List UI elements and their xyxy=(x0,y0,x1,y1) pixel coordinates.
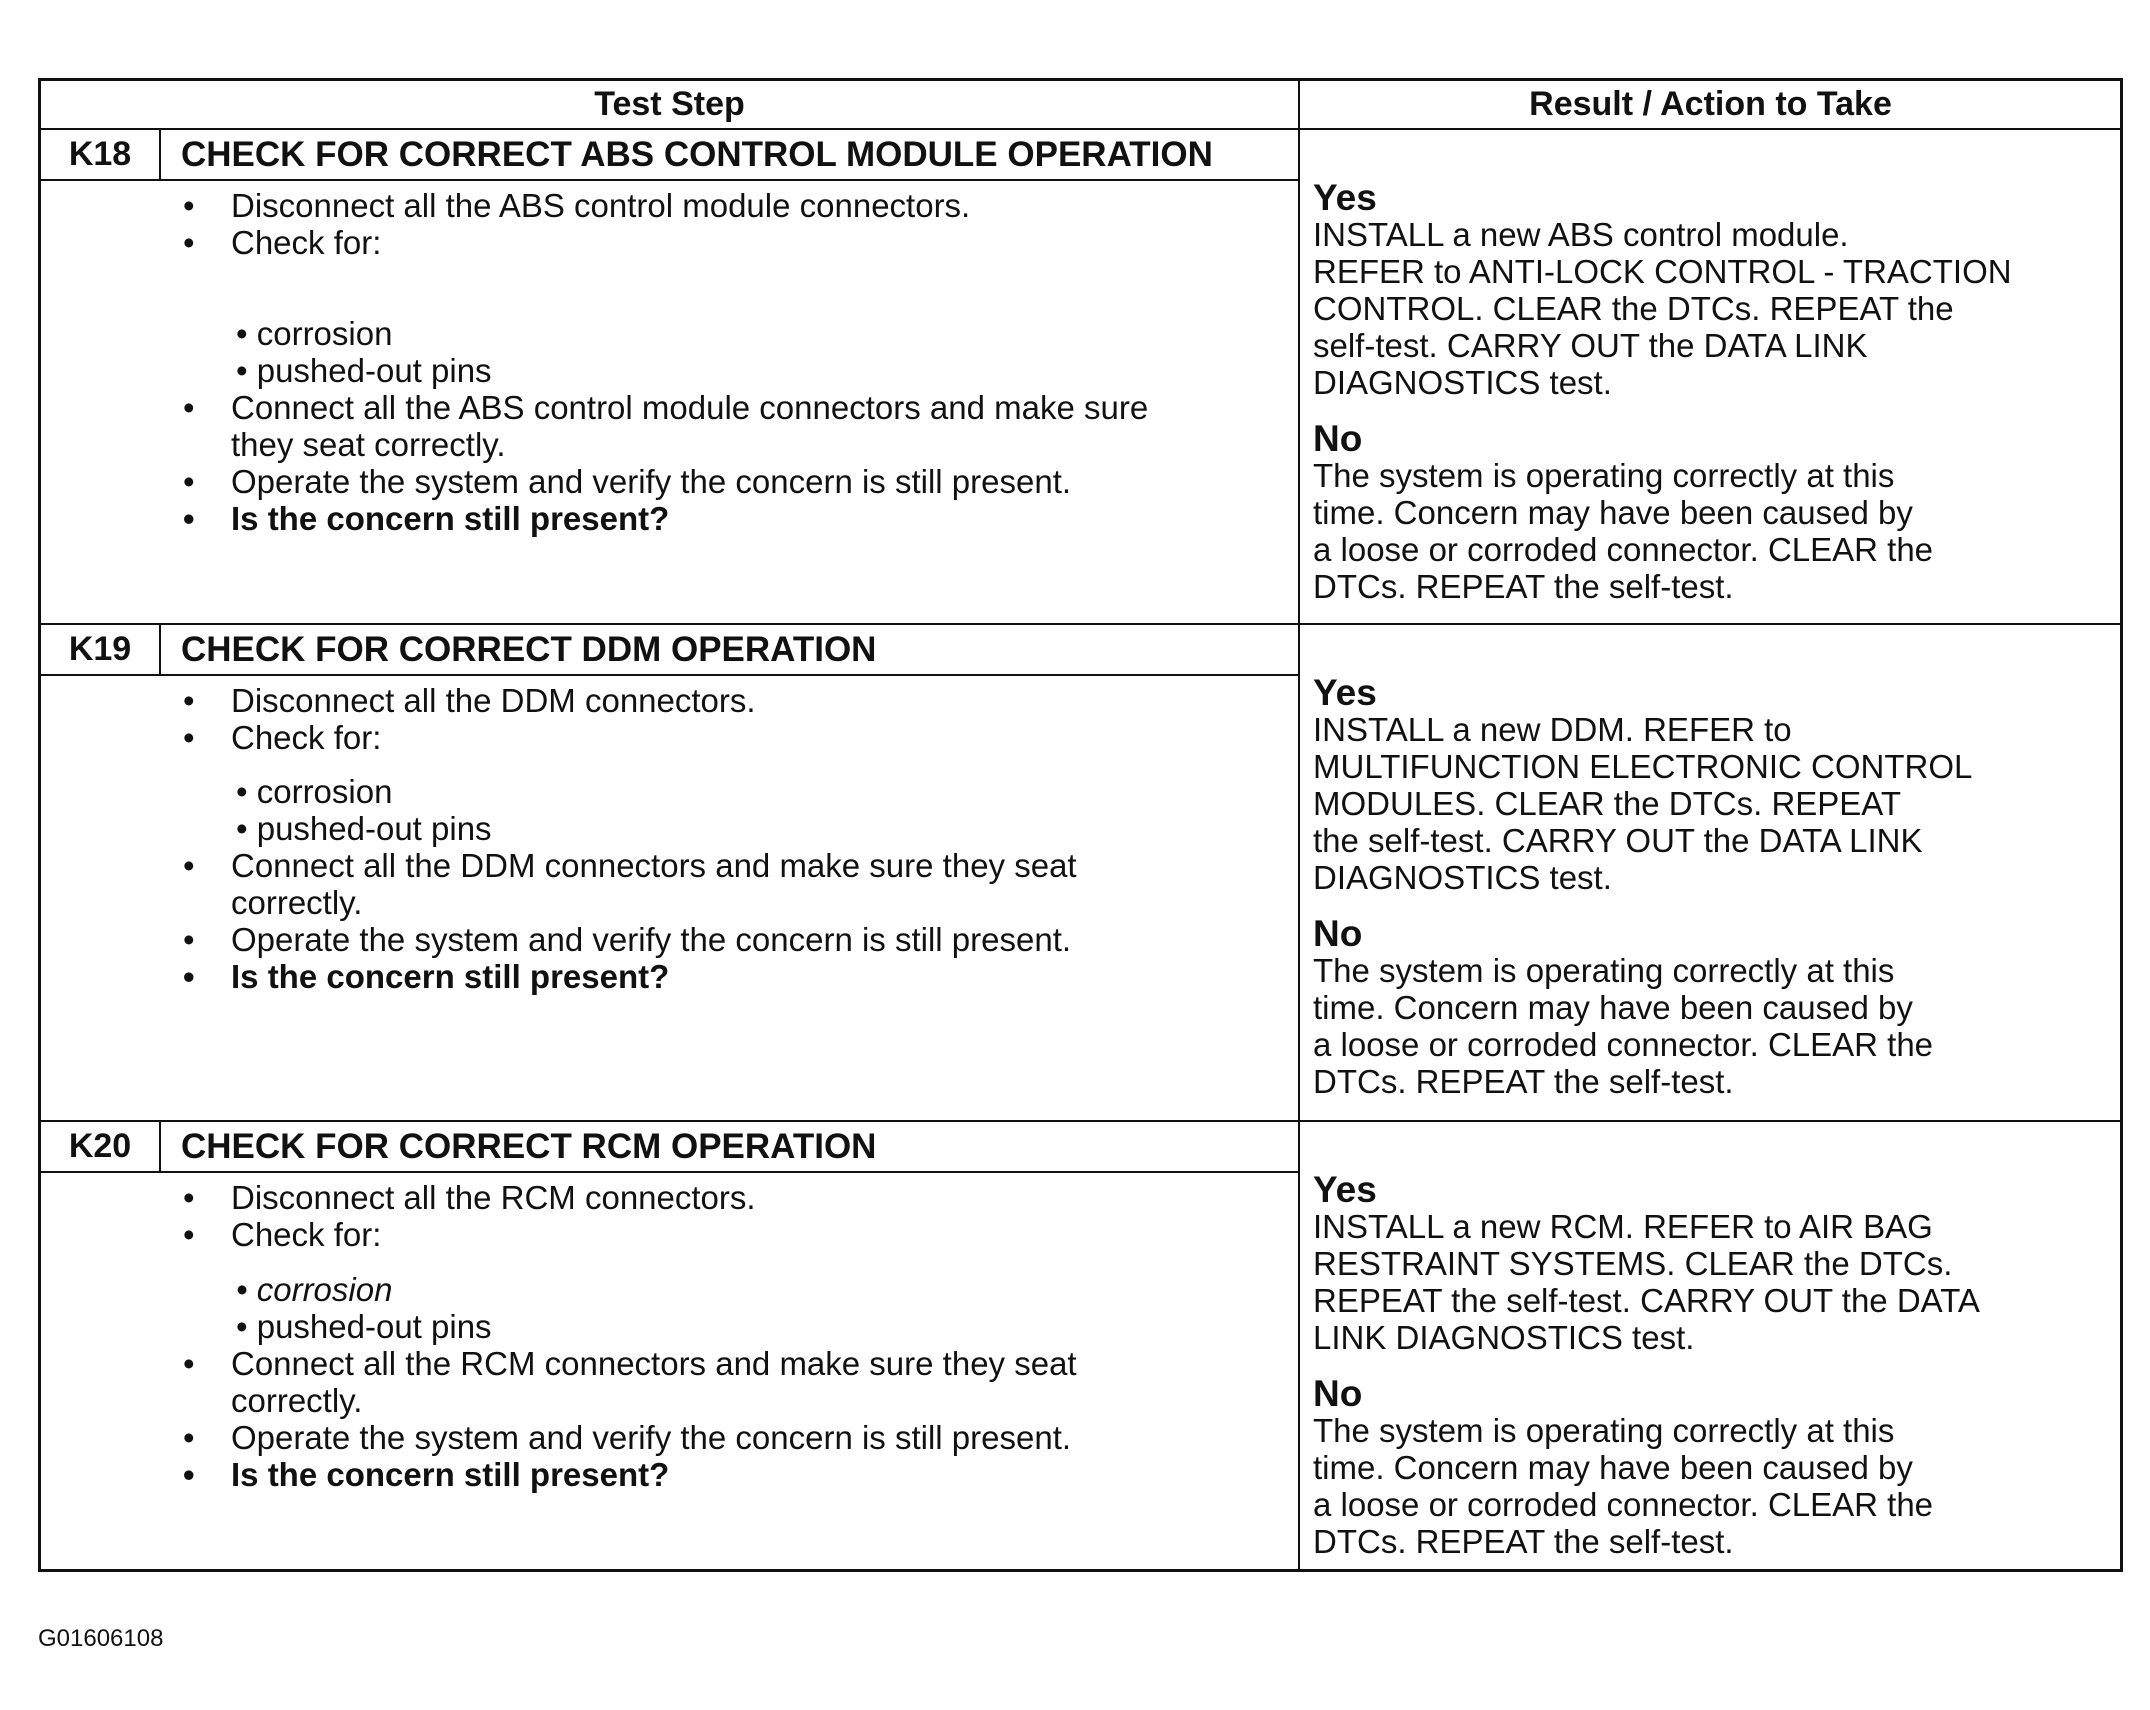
header-test-step: Test Step xyxy=(594,85,745,123)
figure-id: G01606108 xyxy=(38,1625,164,1652)
no-label: No xyxy=(1313,418,1363,459)
yes-action-line: INSTALL a new ABS control module. xyxy=(1313,216,1849,253)
no-action-line: a loose or corroded connector. CLEAR the xyxy=(1313,1486,1934,1523)
yes-label: Yes xyxy=(1313,672,1377,713)
yes-action-line: self-test. CARRY OUT the DATA LINK xyxy=(1313,327,1868,364)
no-action-line: The system is operating correctly at this xyxy=(1313,1412,1895,1449)
yes-action-line: the self-test. CARRY OUT the DATA LINK xyxy=(1313,822,1923,859)
no-action-line: The system is operating correctly at this xyxy=(1313,952,1895,989)
yes-action-line: DIAGNOSTICS test. xyxy=(1313,859,1612,896)
no-action-line: The system is operating correctly at this xyxy=(1313,457,1895,494)
yes-action-line: REPEAT the self-test. CARRY OUT the DATA xyxy=(1313,1282,1980,1319)
yes-action-line: RESTRAINT SYSTEMS. CLEAR the DTCs. xyxy=(1313,1245,1953,1282)
no-action-line: DTCs. REPEAT the self-test. xyxy=(1313,1523,1734,1560)
step-title: CHECK FOR CORRECT ABS CONTROL MODULE OPERATION xyxy=(181,135,1213,174)
result-cell xyxy=(1313,130,2113,625)
no-label: No xyxy=(1313,1373,1363,1414)
no-action-line: time. Concern may have been caused by xyxy=(1313,1449,1913,1486)
yes-action-line: DIAGNOSTICS test. xyxy=(1313,364,1612,401)
step-id: K20 xyxy=(41,1122,161,1171)
yes-label: Yes xyxy=(1313,177,1377,218)
yes-action-line: CONTROL. CLEAR the DTCs. REPEAT the xyxy=(1313,290,1954,327)
step-k18: K18 CHECK FOR CORRECT ABS CONTROL MODULE OPERATION • Disconnect all the ABS control module connectors. • Check for: • corrosion • pushed-out pins • Connect all the ABS control module connectors and make sure they seat correctly. • Operate the system and verify the concern is still present. • Is the concern still present? Yes INSTALL a new ABS control module. REFER to ANTI-LOCK CONTROL - TRACTION CONTROL. CLEAR the DTCs. REPEAT the self-test. CARRY OUT the DATA LINK DIAGNOSTICS test. No The system is operating correctly at this time. Concern may have been caused by a loose or corroded connector. CLEAR the DTCs. REPEAT the self-test. xyxy=(41,130,2120,625)
no-action-line: time. Concern may have been caused by xyxy=(1313,989,1913,1026)
header-result-action: Result / Action to Take xyxy=(1529,85,1892,123)
yes-action-line: MULTIFUNCTION ELECTRONIC CONTROL xyxy=(1313,748,1973,785)
step-id: K18 xyxy=(41,130,161,179)
step-k20: K20 CHECK FOR CORRECT RCM OPERATION • Disconnect all the RCM connectors. • Check for: • corrosion • pushed-out pins • Connect all the RCM connectors and make sure they seat correctly. • Operate the system and verify the concern is still present. • Is the concern still present? Yes INSTALL a new RCM. REFER to AIR BAG RESTRAINT SYSTEMS. CLEAR the DTCs. REPEAT the self-test. CARRY OUT the DATA LINK DIAGNOSTICS test. No The system is operating correctly at this time. Concern may have been caused by a loose or corroded connector. CLEAR the DTCs. REPEAT the self-test. xyxy=(41,1122,2120,1569)
no-action-line: a loose or corroded connector. CLEAR the xyxy=(1313,531,1934,568)
step-header xyxy=(41,625,1298,676)
no-action-line: DTCs. REPEAT the self-test. xyxy=(1313,1063,1734,1100)
yes-action-line: MODULES. CLEAR the DTCs. REPEAT xyxy=(1313,785,1902,822)
step-title: CHECK FOR CORRECT RCM OPERATION xyxy=(181,1127,877,1166)
step-header xyxy=(41,1122,1298,1173)
no-action-line: a loose or corroded connector. CLEAR the xyxy=(1313,1026,1934,1063)
result-cell xyxy=(1313,1122,2113,1569)
no-label: No xyxy=(1313,913,1363,954)
yes-action-line: INSTALL a new DDM. REFER to xyxy=(1313,711,1792,748)
yes-action-line: LINK DIAGNOSTICS test. xyxy=(1313,1319,1695,1356)
step-header xyxy=(41,130,1298,181)
table-header xyxy=(41,81,2120,130)
step-id: K19 xyxy=(41,625,161,674)
no-action-line: DTCs. REPEAT the self-test. xyxy=(1313,568,1734,605)
diagnostic-table xyxy=(38,78,2123,1572)
yes-action-line: REFER to ANTI-LOCK CONTROL - TRACTION xyxy=(1313,253,2012,290)
no-action-line: time. Concern may have been caused by xyxy=(1313,494,1913,531)
result-cell xyxy=(1313,625,2113,1122)
step-title: CHECK FOR CORRECT DDM OPERATION xyxy=(181,630,877,669)
step-k19: K19 CHECK FOR CORRECT DDM OPERATION • Disconnect all the DDM connectors. • Check for: • corrosion • pushed-out pins • Connect all the DDM connectors and make sure they seat correctly. • Operate the system and verify the concern is still present. • Is the concern still present? Yes INSTALL a new DDM. REFER to MULTIFUNCTION ELECTRONIC CONTROL MODULES. CLEAR the DTCs. REPEAT the self-test. CARRY OUT the DATA LINK DIAGNOSTICS test. No The system is operating correctly at this time. Concern may have been caused by a loose or corroded connector. CLEAR the DTCs. REPEAT the self-test. xyxy=(41,625,2120,1122)
yes-label: Yes xyxy=(1313,1169,1377,1210)
yes-action-line: INSTALL a new RCM. REFER to AIR BAG xyxy=(1313,1208,1933,1245)
